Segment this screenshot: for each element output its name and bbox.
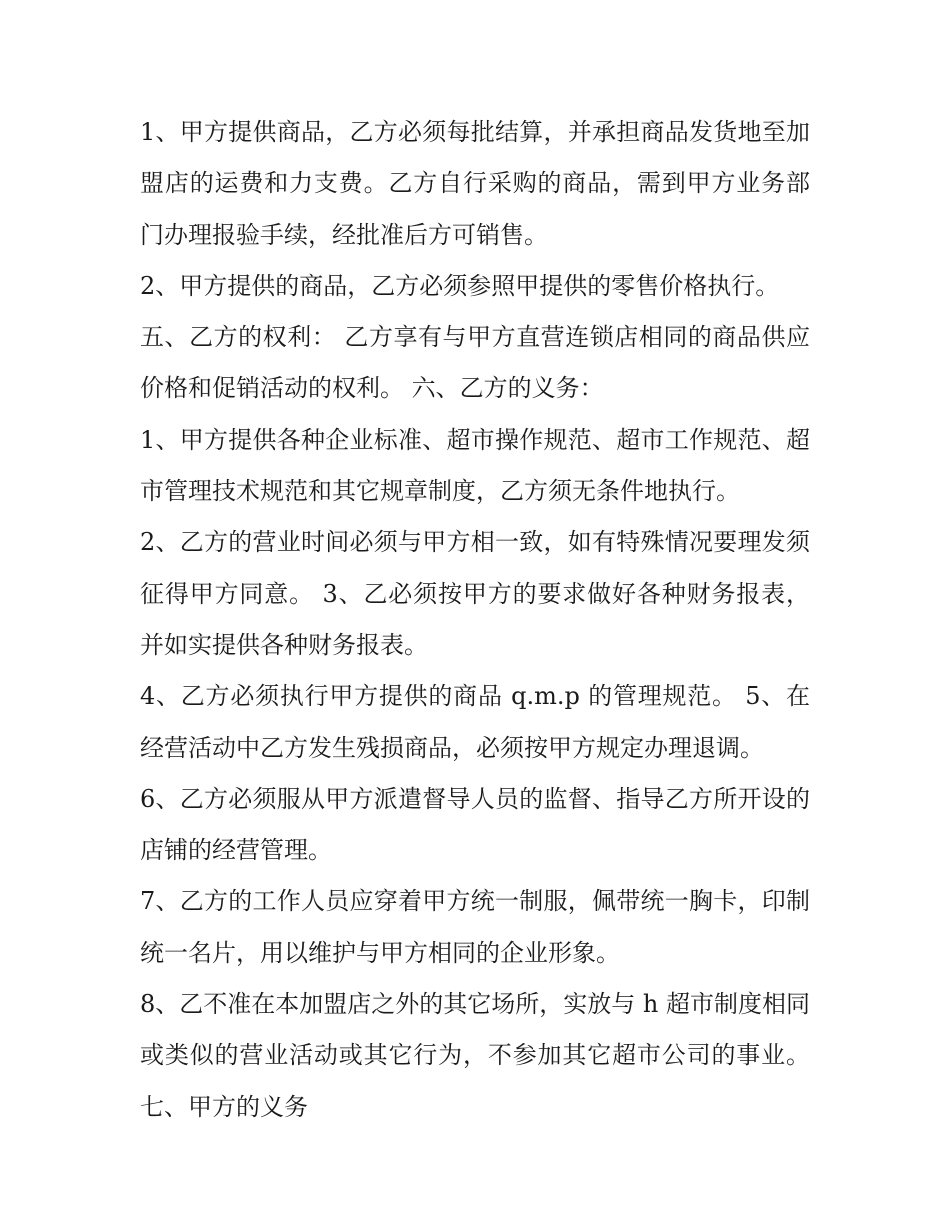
paragraph-non-compete: 8、乙不准在本加盟店之外的其它场所，实放与 h 超市制度相同或类似的营业活动或其它行为，不参加其它超市公司的事业。 七、甲方的义务 bbox=[140, 990, 810, 1121]
document-body bbox=[140, 107, 810, 1133]
paragraph-uniform: 7、乙方的工作人员应穿着甲方统一制服，佩带统一胸卡，印制统一名片，用以维护与甲方相同的企业形象。 bbox=[140, 887, 810, 967]
paragraph-business-hours: 2、乙方的营业时间必须与甲方相一致，如有特殊情况要理发须征得甲方同意。 3、乙必须按甲方的要求做好各种财务报表，并如实提供各种财务报表。 bbox=[140, 528, 810, 659]
paragraph-settlement: 1、甲方提供商品，乙方必须每批结算，并承担商品发货地至加盟店的运费和力支费。乙方自行采购的商品，需到甲方业务部门办理报验手续，经批准后方可销售。 bbox=[140, 118, 810, 249]
paragraph-party-b-rights: 五、乙方的权利： 乙方享有与甲方直营连锁店相同的商品供应价格和促销活动的权利。 六、乙方的义务： bbox=[140, 323, 810, 403]
paragraph-supervision: 6、乙方必须服从甲方派遣督导人员的监督、指导乙方所开设的店铺的经营管理。 bbox=[140, 784, 810, 865]
paragraph-qmp: 4、乙方必须执行甲方提供的商品 q.m.p 的管理规范。 5、在经营活动中乙方发生残损商品，必须按甲方规定办理退调。 bbox=[140, 682, 810, 762]
paragraph-retail-price: 2、甲方提供的商品，乙方必须参照甲提供的零售价格执行。 bbox=[140, 271, 780, 300]
paragraph-standards: 1、甲方提供各种企业标准、超市操作规范、超市工作规范、超市管理技术规范和其它规章制度，乙方须无条件地执行。 bbox=[140, 425, 810, 506]
